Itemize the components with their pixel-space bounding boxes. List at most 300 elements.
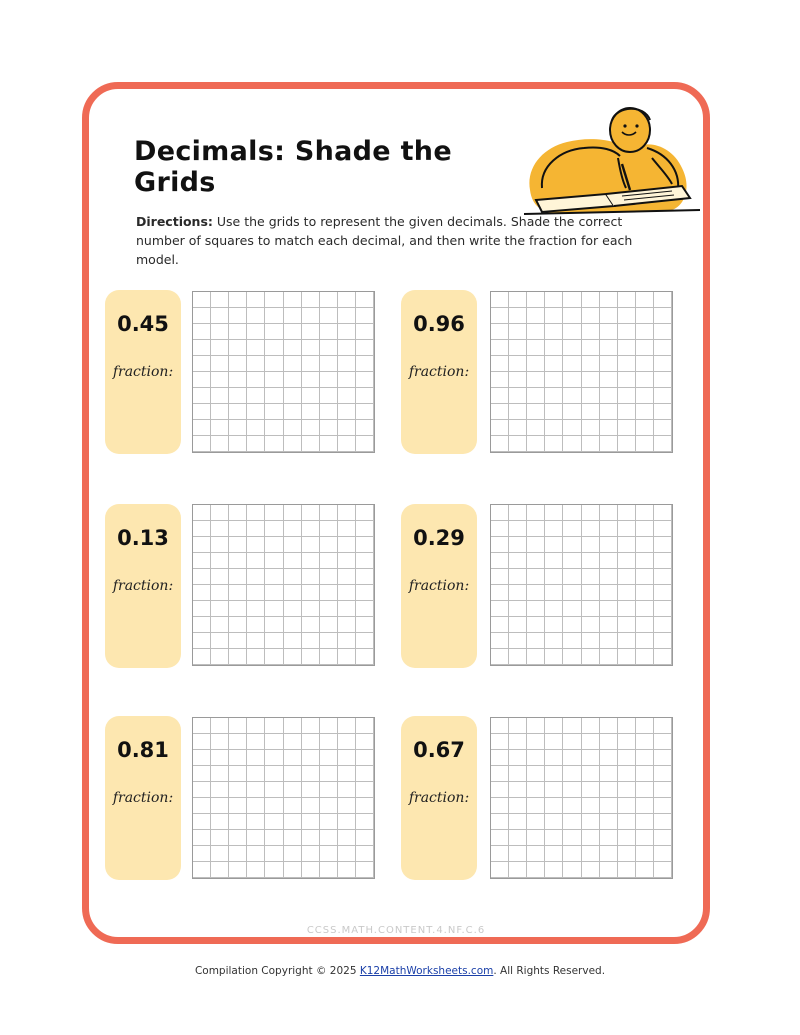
grid-square[interactable] bbox=[636, 814, 654, 830]
grid-square[interactable] bbox=[229, 569, 247, 585]
grid-square[interactable] bbox=[193, 388, 211, 404]
grid-square[interactable] bbox=[247, 308, 265, 324]
grid-square[interactable] bbox=[600, 766, 618, 782]
grid-square[interactable] bbox=[600, 846, 618, 862]
grid-square[interactable] bbox=[491, 830, 509, 846]
grid-square[interactable] bbox=[302, 537, 320, 553]
grid-square[interactable] bbox=[338, 505, 356, 521]
grid-square[interactable] bbox=[265, 862, 283, 878]
grid-square[interactable] bbox=[320, 569, 338, 585]
grid-square[interactable] bbox=[320, 766, 338, 782]
grid-square[interactable] bbox=[654, 766, 672, 782]
grid-square[interactable] bbox=[193, 324, 211, 340]
grid-square[interactable] bbox=[284, 340, 302, 356]
grid-square[interactable] bbox=[527, 404, 545, 420]
grid-square[interactable] bbox=[193, 846, 211, 862]
grid-square[interactable] bbox=[265, 308, 283, 324]
grid-square[interactable] bbox=[356, 862, 374, 878]
grid-square[interactable] bbox=[509, 601, 527, 617]
grid-square[interactable] bbox=[284, 798, 302, 814]
grid-square[interactable] bbox=[302, 649, 320, 665]
grid-square[interactable] bbox=[563, 324, 581, 340]
grid-square[interactable] bbox=[654, 420, 672, 436]
grid-square[interactable] bbox=[636, 766, 654, 782]
grid-square[interactable] bbox=[211, 766, 229, 782]
grid-square[interactable] bbox=[356, 404, 374, 420]
grid-square[interactable] bbox=[600, 569, 618, 585]
grid-square[interactable] bbox=[545, 718, 563, 734]
grid-square[interactable] bbox=[229, 356, 247, 372]
grid-square[interactable] bbox=[509, 505, 527, 521]
grid-square[interactable] bbox=[491, 436, 509, 452]
grid-square[interactable] bbox=[229, 292, 247, 308]
grid-square[interactable] bbox=[284, 862, 302, 878]
grid-square[interactable] bbox=[265, 388, 283, 404]
grid-square[interactable] bbox=[193, 436, 211, 452]
grid-square[interactable] bbox=[563, 846, 581, 862]
grid-square[interactable] bbox=[582, 553, 600, 569]
grid-square[interactable] bbox=[527, 585, 545, 601]
grid-square[interactable] bbox=[229, 324, 247, 340]
grid-square[interactable] bbox=[193, 830, 211, 846]
grid-square[interactable] bbox=[545, 862, 563, 878]
grid-square[interactable] bbox=[338, 537, 356, 553]
grid-square[interactable] bbox=[527, 750, 545, 766]
grid-square[interactable] bbox=[654, 846, 672, 862]
grid-square[interactable] bbox=[211, 569, 229, 585]
grid-square[interactable] bbox=[193, 553, 211, 569]
grid-square[interactable] bbox=[582, 537, 600, 553]
grid-square[interactable] bbox=[247, 505, 265, 521]
grid-square[interactable] bbox=[636, 505, 654, 521]
grid-square[interactable] bbox=[193, 766, 211, 782]
grid-square[interactable] bbox=[284, 308, 302, 324]
grid-square[interactable] bbox=[338, 734, 356, 750]
grid-square[interactable] bbox=[509, 292, 527, 308]
grid-square[interactable] bbox=[247, 404, 265, 420]
grid-square[interactable] bbox=[338, 404, 356, 420]
grid-square[interactable] bbox=[247, 718, 265, 734]
grid-square[interactable] bbox=[509, 436, 527, 452]
grid-square[interactable] bbox=[247, 649, 265, 665]
grid-square[interactable] bbox=[356, 356, 374, 372]
grid-square[interactable] bbox=[284, 404, 302, 420]
grid-square[interactable] bbox=[654, 340, 672, 356]
grid-square[interactable] bbox=[229, 798, 247, 814]
grid-square[interactable] bbox=[545, 340, 563, 356]
grid-square[interactable] bbox=[636, 750, 654, 766]
grid-square[interactable] bbox=[284, 505, 302, 521]
grid-square[interactable] bbox=[229, 862, 247, 878]
grid-square[interactable] bbox=[229, 718, 247, 734]
grid-square[interactable] bbox=[338, 798, 356, 814]
grid-square[interactable] bbox=[563, 830, 581, 846]
grid-square[interactable] bbox=[356, 633, 374, 649]
grid-square[interactable] bbox=[338, 814, 356, 830]
grid-square[interactable] bbox=[545, 782, 563, 798]
grid-square[interactable] bbox=[527, 356, 545, 372]
grid-square[interactable] bbox=[582, 846, 600, 862]
grid-square[interactable] bbox=[636, 633, 654, 649]
grid-square[interactable] bbox=[320, 814, 338, 830]
grid-square[interactable] bbox=[545, 308, 563, 324]
grid-square[interactable] bbox=[302, 356, 320, 372]
grid-square[interactable] bbox=[636, 569, 654, 585]
grid-square[interactable] bbox=[229, 372, 247, 388]
grid-square[interactable] bbox=[563, 553, 581, 569]
grid-square[interactable] bbox=[491, 814, 509, 830]
grid-square[interactable] bbox=[582, 750, 600, 766]
grid-square[interactable] bbox=[229, 633, 247, 649]
grid-square[interactable] bbox=[654, 404, 672, 420]
grid-square[interactable] bbox=[247, 782, 265, 798]
grid-square[interactable] bbox=[654, 292, 672, 308]
grid-square[interactable] bbox=[247, 814, 265, 830]
grid-square[interactable] bbox=[527, 420, 545, 436]
grid-square[interactable] bbox=[211, 436, 229, 452]
grid-square[interactable] bbox=[618, 862, 636, 878]
grid-square[interactable] bbox=[265, 718, 283, 734]
grid-square[interactable] bbox=[284, 718, 302, 734]
grid-square[interactable] bbox=[193, 308, 211, 324]
grid-square[interactable] bbox=[654, 388, 672, 404]
grid-square[interactable] bbox=[600, 862, 618, 878]
grid-square[interactable] bbox=[247, 766, 265, 782]
grid-square[interactable] bbox=[284, 521, 302, 537]
grid-square[interactable] bbox=[636, 388, 654, 404]
hundredths-grid[interactable] bbox=[490, 291, 673, 453]
grid-square[interactable] bbox=[320, 340, 338, 356]
grid-square[interactable] bbox=[211, 388, 229, 404]
grid-square[interactable] bbox=[618, 633, 636, 649]
grid-square[interactable] bbox=[284, 569, 302, 585]
grid-square[interactable] bbox=[356, 846, 374, 862]
grid-square[interactable] bbox=[636, 308, 654, 324]
grid-square[interactable] bbox=[302, 388, 320, 404]
grid-square[interactable] bbox=[211, 830, 229, 846]
grid-square[interactable] bbox=[320, 388, 338, 404]
grid-square[interactable] bbox=[563, 521, 581, 537]
grid-square[interactable] bbox=[527, 505, 545, 521]
grid-square[interactable] bbox=[618, 601, 636, 617]
grid-square[interactable] bbox=[302, 553, 320, 569]
grid-square[interactable] bbox=[302, 862, 320, 878]
grid-square[interactable] bbox=[193, 782, 211, 798]
grid-square[interactable] bbox=[338, 585, 356, 601]
grid-square[interactable] bbox=[545, 436, 563, 452]
grid-square[interactable] bbox=[527, 798, 545, 814]
grid-square[interactable] bbox=[302, 718, 320, 734]
grid-square[interactable] bbox=[636, 404, 654, 420]
grid-square[interactable] bbox=[563, 404, 581, 420]
grid-square[interactable] bbox=[229, 420, 247, 436]
grid-square[interactable] bbox=[563, 388, 581, 404]
grid-square[interactable] bbox=[193, 798, 211, 814]
grid-square[interactable] bbox=[320, 846, 338, 862]
grid-square[interactable] bbox=[545, 521, 563, 537]
grid-square[interactable] bbox=[582, 798, 600, 814]
grid-square[interactable] bbox=[582, 862, 600, 878]
grid-square[interactable] bbox=[618, 750, 636, 766]
grid-square[interactable] bbox=[302, 782, 320, 798]
grid-square[interactable] bbox=[527, 436, 545, 452]
grid-square[interactable] bbox=[600, 340, 618, 356]
grid-square[interactable] bbox=[509, 308, 527, 324]
grid-square[interactable] bbox=[265, 830, 283, 846]
grid-square[interactable] bbox=[654, 521, 672, 537]
grid-square[interactable] bbox=[600, 388, 618, 404]
grid-square[interactable] bbox=[356, 553, 374, 569]
grid-square[interactable] bbox=[491, 404, 509, 420]
grid-square[interactable] bbox=[211, 782, 229, 798]
grid-square[interactable] bbox=[284, 292, 302, 308]
grid-square[interactable] bbox=[545, 537, 563, 553]
grid-square[interactable] bbox=[302, 585, 320, 601]
grid-square[interactable] bbox=[527, 521, 545, 537]
grid-square[interactable] bbox=[338, 420, 356, 436]
grid-square[interactable] bbox=[338, 846, 356, 862]
grid-square[interactable] bbox=[229, 537, 247, 553]
grid-square[interactable] bbox=[618, 505, 636, 521]
grid-square[interactable] bbox=[302, 846, 320, 862]
grid-square[interactable] bbox=[356, 372, 374, 388]
grid-square[interactable] bbox=[211, 553, 229, 569]
grid-square[interactable] bbox=[284, 830, 302, 846]
grid-square[interactable] bbox=[247, 862, 265, 878]
grid-square[interactable] bbox=[247, 324, 265, 340]
grid-square[interactable] bbox=[636, 718, 654, 734]
grid-square[interactable] bbox=[320, 633, 338, 649]
grid-square[interactable] bbox=[545, 617, 563, 633]
grid-square[interactable] bbox=[545, 750, 563, 766]
grid-square[interactable] bbox=[618, 830, 636, 846]
grid-square[interactable] bbox=[193, 814, 211, 830]
grid-square[interactable] bbox=[491, 798, 509, 814]
grid-square[interactable] bbox=[618, 814, 636, 830]
grid-square[interactable] bbox=[211, 292, 229, 308]
grid-square[interactable] bbox=[654, 436, 672, 452]
grid-square[interactable] bbox=[509, 537, 527, 553]
grid-square[interactable] bbox=[600, 521, 618, 537]
grid-square[interactable] bbox=[211, 862, 229, 878]
grid-square[interactable] bbox=[509, 718, 527, 734]
grid-square[interactable] bbox=[600, 553, 618, 569]
grid-square[interactable] bbox=[247, 601, 265, 617]
grid-square[interactable] bbox=[527, 569, 545, 585]
grid-square[interactable] bbox=[320, 505, 338, 521]
grid-square[interactable] bbox=[338, 372, 356, 388]
grid-square[interactable] bbox=[600, 633, 618, 649]
grid-square[interactable] bbox=[509, 649, 527, 665]
grid-square[interactable] bbox=[320, 649, 338, 665]
grid-square[interactable] bbox=[618, 846, 636, 862]
grid-square[interactable] bbox=[356, 537, 374, 553]
grid-square[interactable] bbox=[229, 846, 247, 862]
grid-square[interactable] bbox=[229, 649, 247, 665]
grid-square[interactable] bbox=[545, 601, 563, 617]
grid-square[interactable] bbox=[302, 420, 320, 436]
grid-square[interactable] bbox=[509, 569, 527, 585]
grid-square[interactable] bbox=[600, 734, 618, 750]
grid-square[interactable] bbox=[527, 388, 545, 404]
grid-square[interactable] bbox=[636, 649, 654, 665]
grid-square[interactable] bbox=[491, 537, 509, 553]
grid-square[interactable] bbox=[356, 782, 374, 798]
grid-square[interactable] bbox=[284, 750, 302, 766]
grid-square[interactable] bbox=[265, 846, 283, 862]
grid-square[interactable] bbox=[636, 356, 654, 372]
grid-square[interactable] bbox=[545, 814, 563, 830]
grid-square[interactable] bbox=[356, 569, 374, 585]
grid-square[interactable] bbox=[302, 308, 320, 324]
grid-square[interactable] bbox=[265, 420, 283, 436]
grid-square[interactable] bbox=[247, 537, 265, 553]
grid-square[interactable] bbox=[356, 324, 374, 340]
grid-square[interactable] bbox=[265, 601, 283, 617]
grid-square[interactable] bbox=[229, 766, 247, 782]
grid-square[interactable] bbox=[618, 782, 636, 798]
grid-square[interactable] bbox=[356, 388, 374, 404]
grid-square[interactable] bbox=[636, 420, 654, 436]
grid-square[interactable] bbox=[265, 537, 283, 553]
grid-square[interactable] bbox=[247, 830, 265, 846]
grid-square[interactable] bbox=[193, 718, 211, 734]
grid-square[interactable] bbox=[265, 436, 283, 452]
grid-square[interactable] bbox=[247, 585, 265, 601]
grid-square[interactable] bbox=[284, 782, 302, 798]
grid-square[interactable] bbox=[582, 420, 600, 436]
grid-square[interactable] bbox=[193, 633, 211, 649]
grid-square[interactable] bbox=[618, 372, 636, 388]
grid-square[interactable] bbox=[338, 324, 356, 340]
grid-square[interactable] bbox=[618, 404, 636, 420]
grid-square[interactable] bbox=[491, 718, 509, 734]
grid-square[interactable] bbox=[563, 420, 581, 436]
grid-square[interactable] bbox=[302, 617, 320, 633]
grid-square[interactable] bbox=[545, 798, 563, 814]
grid-square[interactable] bbox=[302, 750, 320, 766]
grid-square[interactable] bbox=[654, 308, 672, 324]
grid-square[interactable] bbox=[582, 718, 600, 734]
grid-square[interactable] bbox=[600, 404, 618, 420]
grid-square[interactable] bbox=[654, 505, 672, 521]
grid-square[interactable] bbox=[545, 734, 563, 750]
grid-square[interactable] bbox=[265, 553, 283, 569]
grid-square[interactable] bbox=[618, 292, 636, 308]
grid-square[interactable] bbox=[491, 356, 509, 372]
grid-square[interactable] bbox=[545, 324, 563, 340]
grid-square[interactable] bbox=[211, 617, 229, 633]
grid-square[interactable] bbox=[284, 420, 302, 436]
grid-square[interactable] bbox=[527, 830, 545, 846]
grid-square[interactable] bbox=[636, 830, 654, 846]
grid-square[interactable] bbox=[618, 649, 636, 665]
grid-square[interactable] bbox=[265, 569, 283, 585]
grid-square[interactable] bbox=[229, 750, 247, 766]
grid-square[interactable] bbox=[211, 846, 229, 862]
grid-square[interactable] bbox=[247, 388, 265, 404]
grid-square[interactable] bbox=[527, 553, 545, 569]
grid-square[interactable] bbox=[527, 846, 545, 862]
grid-square[interactable] bbox=[247, 798, 265, 814]
grid-square[interactable] bbox=[193, 521, 211, 537]
grid-square[interactable] bbox=[527, 633, 545, 649]
grid-square[interactable] bbox=[563, 505, 581, 521]
grid-square[interactable] bbox=[509, 585, 527, 601]
grid-square[interactable] bbox=[527, 718, 545, 734]
grid-square[interactable] bbox=[247, 436, 265, 452]
grid-square[interactable] bbox=[582, 569, 600, 585]
grid-square[interactable] bbox=[284, 324, 302, 340]
grid-square[interactable] bbox=[600, 420, 618, 436]
grid-square[interactable] bbox=[582, 766, 600, 782]
grid-square[interactable] bbox=[545, 553, 563, 569]
grid-square[interactable] bbox=[193, 750, 211, 766]
grid-square[interactable] bbox=[229, 830, 247, 846]
grid-square[interactable] bbox=[211, 649, 229, 665]
grid-square[interactable] bbox=[247, 750, 265, 766]
grid-square[interactable] bbox=[338, 292, 356, 308]
grid-square[interactable] bbox=[356, 649, 374, 665]
grid-square[interactable] bbox=[563, 537, 581, 553]
grid-square[interactable] bbox=[356, 830, 374, 846]
grid-square[interactable] bbox=[320, 553, 338, 569]
grid-square[interactable] bbox=[265, 585, 283, 601]
grid-square[interactable] bbox=[247, 569, 265, 585]
grid-square[interactable] bbox=[636, 340, 654, 356]
grid-square[interactable] bbox=[284, 372, 302, 388]
grid-square[interactable] bbox=[509, 862, 527, 878]
grid-square[interactable] bbox=[563, 734, 581, 750]
grid-square[interactable] bbox=[509, 782, 527, 798]
grid-square[interactable] bbox=[527, 649, 545, 665]
grid-square[interactable] bbox=[265, 340, 283, 356]
grid-square[interactable] bbox=[527, 372, 545, 388]
grid-square[interactable] bbox=[302, 633, 320, 649]
grid-square[interactable] bbox=[211, 420, 229, 436]
grid-square[interactable] bbox=[618, 521, 636, 537]
grid-square[interactable] bbox=[211, 633, 229, 649]
grid-square[interactable] bbox=[211, 308, 229, 324]
grid-square[interactable] bbox=[654, 750, 672, 766]
grid-square[interactable] bbox=[545, 649, 563, 665]
grid-square[interactable] bbox=[636, 734, 654, 750]
grid-square[interactable] bbox=[563, 292, 581, 308]
grid-square[interactable] bbox=[284, 766, 302, 782]
grid-square[interactable] bbox=[509, 734, 527, 750]
grid-square[interactable] bbox=[302, 766, 320, 782]
grid-square[interactable] bbox=[193, 372, 211, 388]
grid-square[interactable] bbox=[356, 601, 374, 617]
grid-square[interactable] bbox=[654, 372, 672, 388]
grid-square[interactable] bbox=[302, 734, 320, 750]
grid-square[interactable] bbox=[302, 324, 320, 340]
grid-square[interactable] bbox=[582, 436, 600, 452]
grid-square[interactable] bbox=[654, 649, 672, 665]
grid-square[interactable] bbox=[265, 766, 283, 782]
grid-square[interactable] bbox=[636, 798, 654, 814]
grid-square[interactable] bbox=[302, 404, 320, 420]
grid-square[interactable] bbox=[527, 782, 545, 798]
grid-square[interactable] bbox=[247, 553, 265, 569]
grid-square[interactable] bbox=[545, 830, 563, 846]
grid-square[interactable] bbox=[284, 601, 302, 617]
grid-square[interactable] bbox=[563, 862, 581, 878]
grid-square[interactable] bbox=[265, 404, 283, 420]
grid-square[interactable] bbox=[563, 718, 581, 734]
grid-square[interactable] bbox=[284, 617, 302, 633]
grid-square[interactable] bbox=[509, 846, 527, 862]
